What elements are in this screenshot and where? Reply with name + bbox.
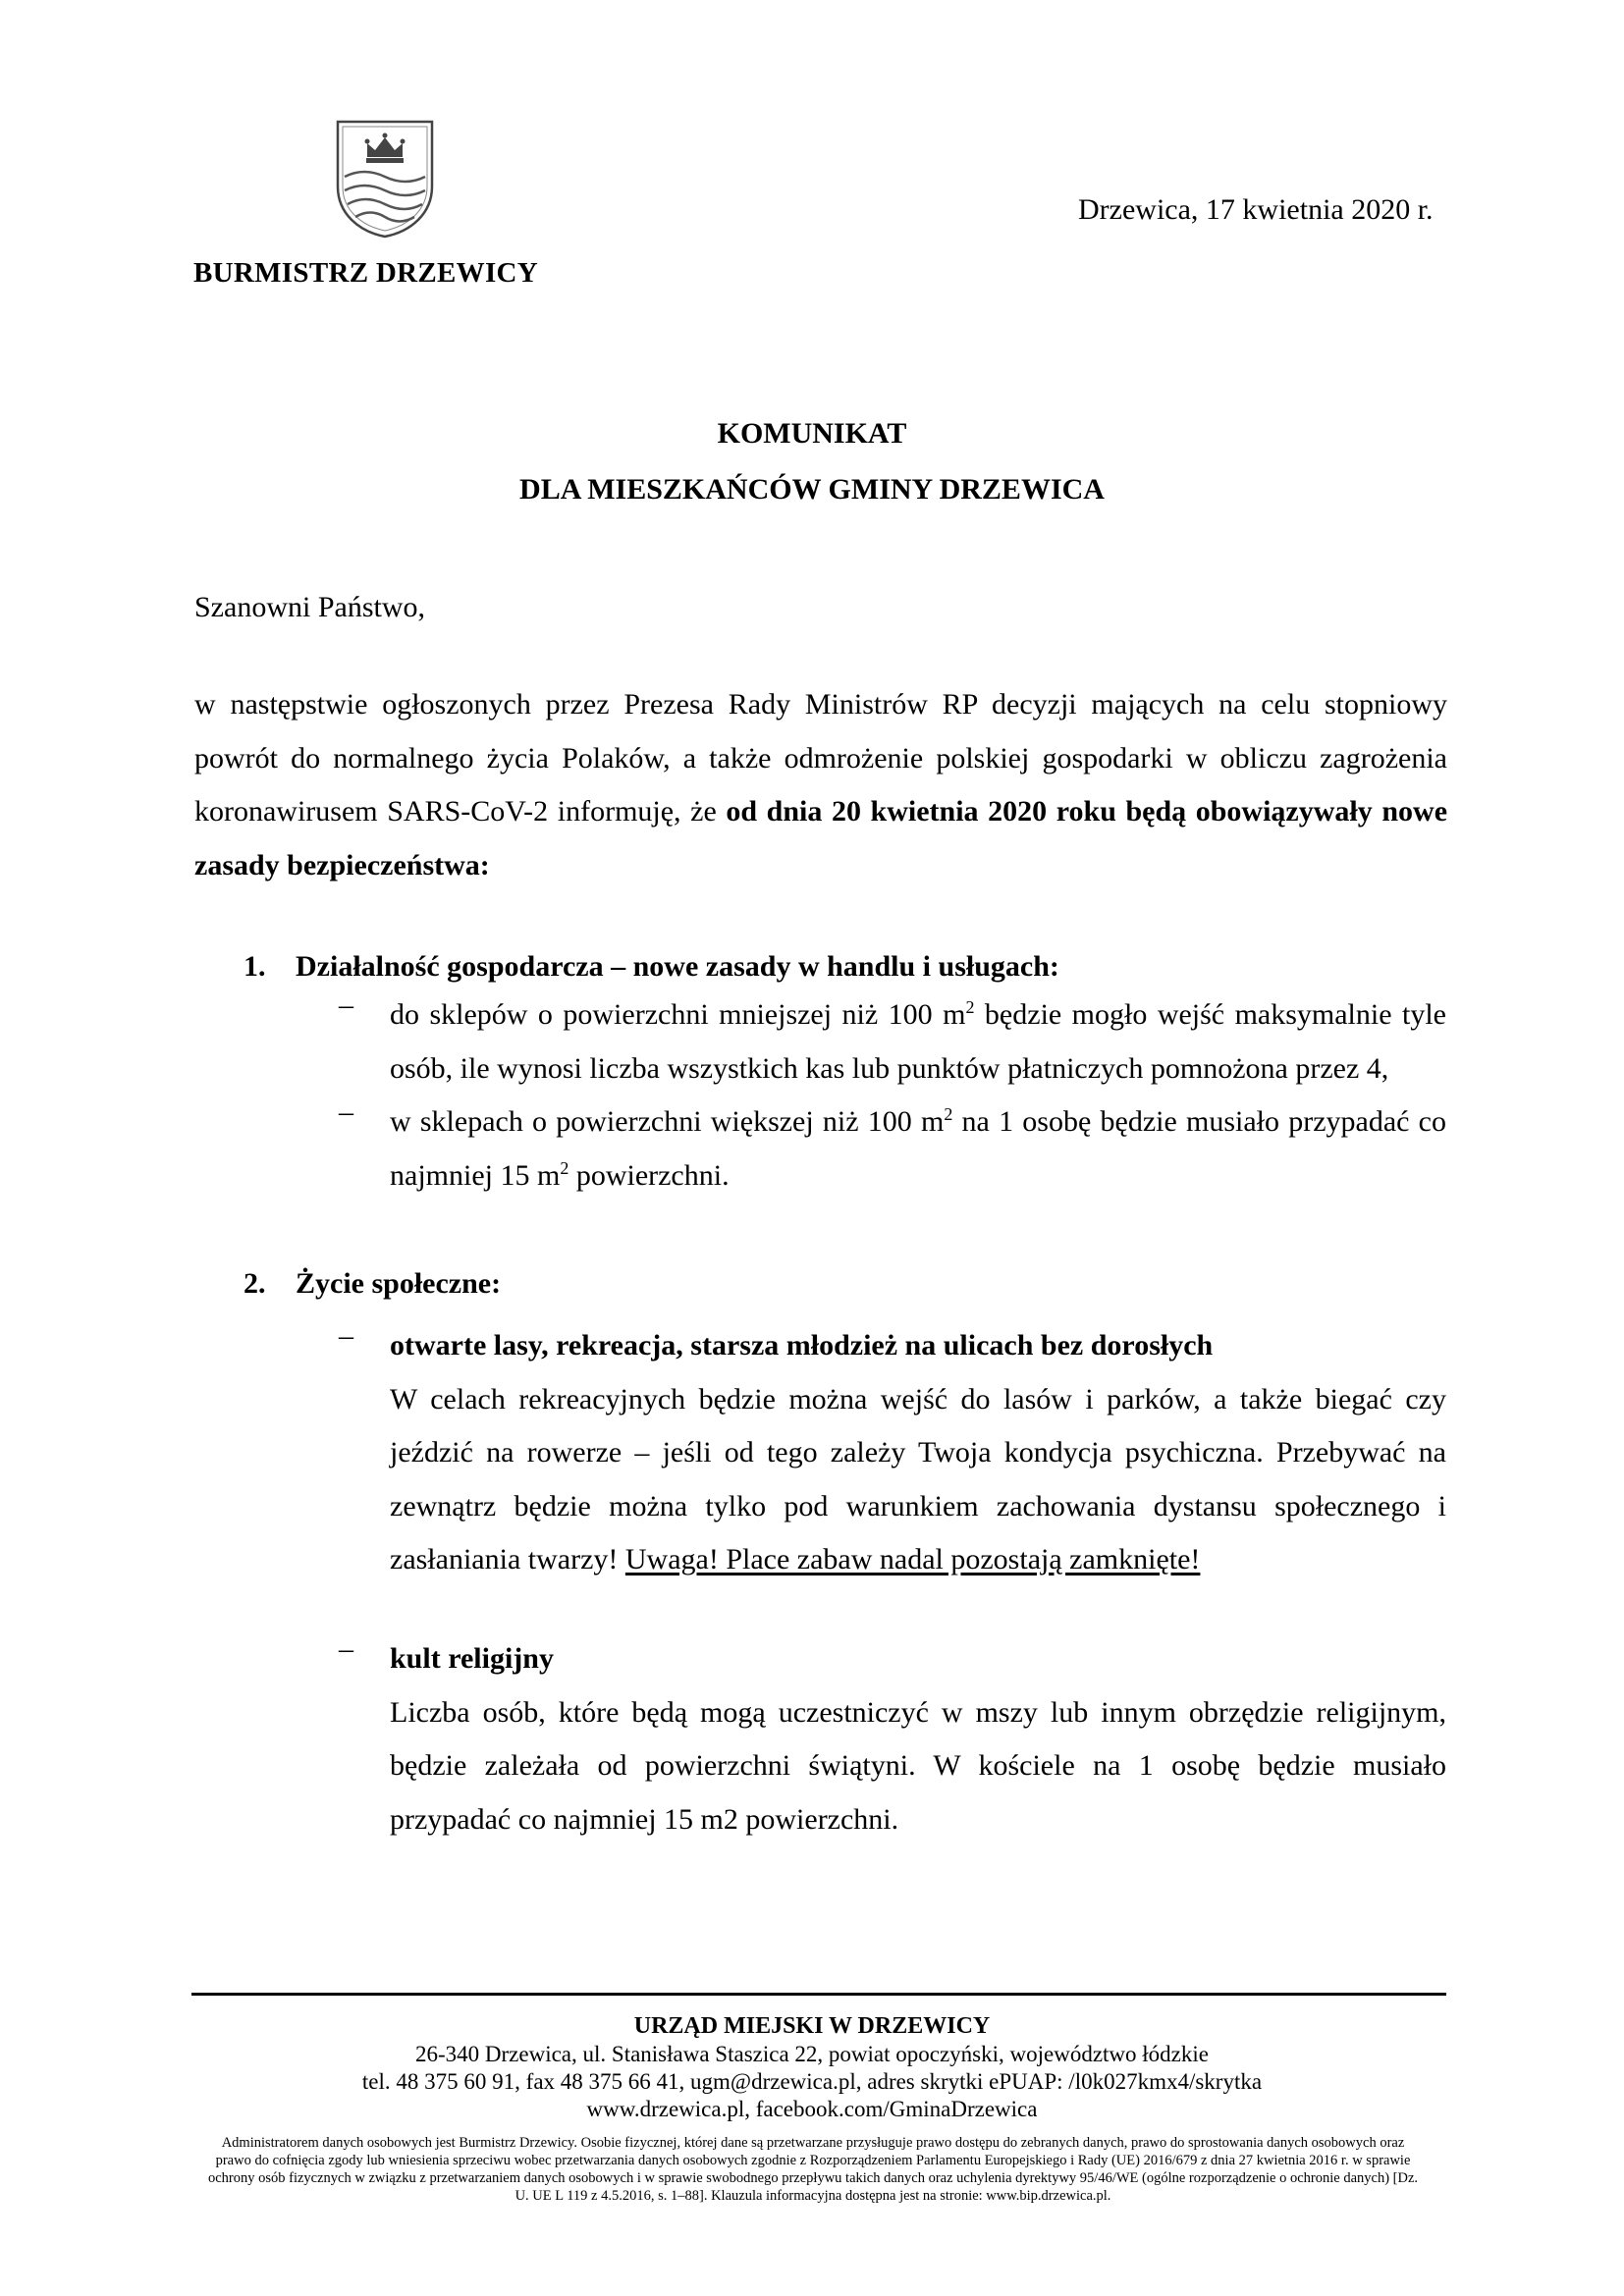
footer-contact: tel. 48 375 60 91, fax 48 375 66 41, ugm@drzewica.pl, adres skrytki ePUAP: /l0k027kmx4/skrytka [361, 2069, 1263, 2094]
document-title: KOMUNIKAT [717, 417, 907, 450]
item-text: Liczba osób, które będą mogą uczestniczyć w mszy lub innym obrzędzie religijnym, będzie zależała od powierzchni świątyni. W kościele na 1 osobę będzie musiało przypadać co najmniej 15 m2 powierzchni. [390, 1695, 1446, 1836]
dash-bullet: – [339, 1319, 353, 1352]
list-item [390, 1319, 1446, 1587]
dateline: Drzewica, 17 kwietnia 2020 r. [1078, 193, 1434, 226]
item-text: W celach rekreacyjnych będzie można wejść do lasów i parków, a także biegać czy jeździć na rowerze – jeśli od tego zależy Twoja kondycja psychiczna. Przebywać na zewnątrz będzie można tylko pod warunkiem zachowania dystansu społecznego i zasłaniania twarzy! Uwaga! Place zabaw nadal pozostają zamknięte! [390, 1382, 1446, 1575]
dash-bullet: – [339, 1632, 353, 1665]
section-title: Życie społeczne: [296, 1267, 502, 1300]
section-number: 2. [244, 1267, 266, 1300]
footer-organization: URZĄD MIEJSKI W DRZEWICY [633, 2013, 991, 2039]
salutation: Szanowni Państwo, [194, 591, 425, 623]
document-subtitle: DLA MIESZKAŃCÓW GMINY DRZEWICA [519, 473, 1105, 506]
intro-text: w następstwie ogłoszonych przez Prezesa Rady Ministrów RP decyzji mających na celu stopniowy powrót do normalnego życia Polaków, a także odmrożenie polskiej gospodarki w obliczu zagrożenia koronawirusem SARS-CoV-2 informuję, że [194, 688, 1447, 828]
footer-divider [191, 1993, 1446, 1996]
item-heading: otwarte lasy, rekreacja, starsza młodzież na ulicach bez dorosłych [390, 1329, 1214, 1362]
privacy-clause: Administratorem danych osobowych jest Burmistrz Drzewicy. Osobie fizycznej, której dane są przetwarzane przysługuje prawo dostępu do zebranych danych, prawo do sprostowania danych osobowych oraz prawo do cofnięcia zgody lub wniesienia sprzeciwu wobec przetwarzania danych osobowych zgodnie z Rozporządzeniem Parlamentu Europejskiego i Rady (UE) 2016/679 z dnia 27 kwietnia 2016 r. w sprawie ochrony osób fizycznych w związku z przetwarzaniem danych osobowych i w sprawie swobodnego przepływu takich danych oraz uchylenia dyrektywy 95/46/WE (ogólne rozporządzenie o ochronie danych) [Dz. U. UE L 119 z 4.5.2016, s. 1–88]. Klauzula informacyjna dostępna jest na stronie: www.bip.drzewica.pl. [207, 2135, 1419, 2204]
footer-web: www.drzewica.pl, facebook.com/GminaDrzewica [586, 2097, 1038, 2121]
item-heading: kult religijny [390, 1642, 554, 1675]
list-item: do sklepów o powierzchni mniejszej niż 100 $m^2$ będzie mogło wejść maksymalnie tyle osób, ile wynosi liczba wszystkich kas lub punktów płatniczych pomnożona przez 4, [390, 997, 1446, 1085]
intro-bold-text: od dnia 20 kwietnia 2020 roku będą obowiązywały nowe zasady bezpieczeństwa: [194, 795, 1448, 881]
dash-bullet: – [339, 1095, 353, 1128]
coat-of-arms-icon [332, 118, 438, 240]
issuer-name: BURMISTRZ DRZEWICY [193, 257, 539, 289]
section-title: Działalność gospodarcza – nowe zasady w handlu i usługach: [296, 950, 1059, 983]
intro-paragraph [194, 678, 1447, 892]
list-item: w sklepach o powierzchni większej niż 100 $m^2$ na 1 osobę będzie musiało przypadać co najmniej 15 $m^2$ powierzchni. [390, 1104, 1446, 1192]
list-item [390, 1632, 1446, 1846]
dash-bullet: – [339, 988, 353, 1021]
footer-address: 26-340 Drzewica, ul. Stanisława Staszica 22, powiat opoczyński, województwo łódzkie [415, 2042, 1209, 2066]
warning-text: Uwaga! Place zabaw nadal pozostają zamknięte! [624, 1543, 1201, 1575]
section-number: 1. [244, 950, 266, 983]
